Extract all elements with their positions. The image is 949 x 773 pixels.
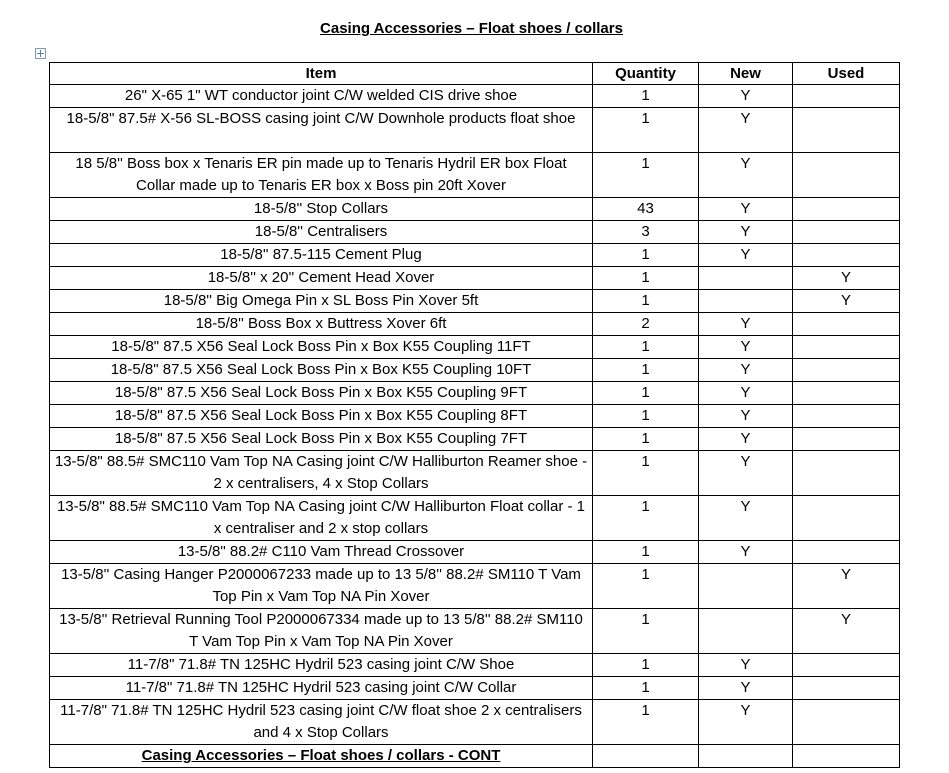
table-row (50, 405, 900, 428)
table-body (50, 85, 900, 768)
quantity-cell: 1 (593, 541, 699, 564)
item-cell: 13-5/8" 88.5# SMC110 Vam Top NA Casing joint C/W Halliburton Reamer shoe - 2 x centralisers, 4 x Stop Collars (50, 451, 593, 496)
table-row (50, 541, 900, 564)
new-cell (699, 290, 793, 313)
quantity-cell: 1 (593, 336, 699, 359)
table-row (50, 451, 900, 496)
quantity-cell: 1 (593, 382, 699, 405)
new-cell: Y (699, 496, 793, 541)
item-cell: 11-7/8" 71.8# TN 125HC Hydril 523 casing joint C/W Collar (50, 677, 593, 700)
new-cell: Y (699, 221, 793, 244)
header-quantity: Quantity (593, 63, 699, 85)
new-cell (699, 564, 793, 609)
item-cell: 13-5/8'' Retrieval Running Tool P2000067334 made up to 13 5/8'' 88.2# SM110 T Vam Top Pin x Vam Top NA Pin Xover (50, 609, 593, 654)
quantity-cell: 1 (593, 290, 699, 313)
used-cell (793, 745, 900, 768)
used-cell (793, 405, 900, 428)
used-cell (793, 496, 900, 541)
new-cell: Y (699, 541, 793, 564)
new-cell: Y (699, 359, 793, 382)
table-move-handle-icon[interactable] (35, 48, 46, 59)
new-cell: Y (699, 405, 793, 428)
item-cell: 18-5/8'' Big Omega Pin x SL Boss Pin Xover 5ft (50, 290, 593, 313)
continuation-row (50, 745, 900, 768)
new-cell: Y (699, 382, 793, 405)
new-cell: Y (699, 654, 793, 677)
new-cell: Y (699, 428, 793, 451)
new-cell: Y (699, 85, 793, 108)
item-cell: 18-5/8'' Centralisers (50, 221, 593, 244)
used-cell (793, 382, 900, 405)
new-cell: Y (699, 108, 793, 153)
table-row (50, 85, 900, 108)
item-cell: 18-5/8" 87.5 X56 Seal Lock Boss Pin x Box K55 Coupling 7FT (50, 428, 593, 451)
table-row (50, 313, 900, 336)
new-cell: Y (699, 198, 793, 221)
used-cell (793, 244, 900, 267)
item-cell: 13-5/8'' Casing Hanger P2000067233 made up to 13 5/8'' 88.2# SM110 T Vam Top Pin x Vam Top NA Pin Xover (50, 564, 593, 609)
table-row (50, 290, 900, 313)
quantity-cell: 1 (593, 564, 699, 609)
quantity-cell: 1 (593, 609, 699, 654)
table-row (50, 700, 900, 745)
quantity-cell: 1 (593, 405, 699, 428)
item-cell: 18-5/8" 87.5 X56 Seal Lock Boss Pin x Box K55 Coupling 10FT (50, 359, 593, 382)
table-row (50, 654, 900, 677)
quantity-cell: 1 (593, 244, 699, 267)
header-used: Used (793, 63, 900, 85)
item-cell: 18-5/8'' x 20'' Cement Head Xover (50, 267, 593, 290)
new-cell: Y (699, 700, 793, 745)
quantity-cell: 1 (593, 359, 699, 382)
quantity-cell: 3 (593, 221, 699, 244)
new-cell (699, 609, 793, 654)
table-row (50, 198, 900, 221)
quantity-cell: 1 (593, 654, 699, 677)
item-cell: 18-5/8" 87.5 X56 Seal Lock Boss Pin x Box K55 Coupling 8FT (50, 405, 593, 428)
used-cell (793, 198, 900, 221)
used-cell (793, 108, 900, 153)
header-new: New (699, 63, 793, 85)
table-row (50, 244, 900, 267)
used-cell (793, 677, 900, 700)
used-cell (793, 451, 900, 496)
used-cell (793, 85, 900, 108)
item-cell: 18-5/8" 87.5 X56 Seal Lock Boss Pin x Box K55 Coupling 9FT (50, 382, 593, 405)
new-cell: Y (699, 336, 793, 359)
table-row (50, 382, 900, 405)
table-row (50, 153, 900, 198)
used-cell (793, 428, 900, 451)
item-cell: 26" X-65 1" WT conductor joint C/W welded CIS drive shoe (50, 85, 593, 108)
used-cell: Y (793, 564, 900, 609)
quantity-cell: 2 (593, 313, 699, 336)
table-row (50, 221, 900, 244)
table-row (50, 108, 900, 153)
table-row (50, 359, 900, 382)
table-row (50, 677, 900, 700)
quantity-cell: 1 (593, 451, 699, 496)
used-cell (793, 359, 900, 382)
item-cell: 11-7/8" 71.8# TN 125HC Hydril 523 casing joint C/W Shoe (50, 654, 593, 677)
item-cell: 11-7/8" 71.8# TN 125HC Hydril 523 casing joint C/W float shoe 2 x centralisers and 4 x Stop Collars (50, 700, 593, 745)
quantity-cell: 1 (593, 153, 699, 198)
new-cell: Y (699, 451, 793, 496)
quantity-cell: 1 (593, 700, 699, 745)
item-cell: 18-5/8'' Stop Collars (50, 198, 593, 221)
new-cell: Y (699, 677, 793, 700)
used-cell (793, 654, 900, 677)
quantity-cell: 1 (593, 85, 699, 108)
item-cell: 18-5/8'' Boss Box x Buttress Xover 6ft (50, 313, 593, 336)
new-cell: Y (699, 313, 793, 336)
table-row (50, 336, 900, 359)
quantity-cell: 1 (593, 108, 699, 153)
table-row (50, 564, 900, 609)
quantity-cell: 43 (593, 198, 699, 221)
used-cell (793, 221, 900, 244)
used-cell: Y (793, 290, 900, 313)
quantity-cell: 1 (593, 496, 699, 541)
used-cell (793, 336, 900, 359)
document-title: Casing Accessories – Float shoes / collars (320, 20, 623, 37)
item-cell: 18 5/8'' Boss box x Tenaris ER pin made up to Tenaris Hydril ER box Float Collar made up to Tenaris ER box x Boss pin 20ft Xover (50, 153, 593, 198)
used-cell: Y (793, 609, 900, 654)
quantity-cell: 1 (593, 677, 699, 700)
item-cell: 18-5/8" 87.5# X-56 SL-BOSS casing joint C/W Downhole products float shoe (50, 108, 593, 153)
item-cell: 18-5/8" 87.5 X56 Seal Lock Boss Pin x Box K55 Coupling 11FT (50, 336, 593, 359)
new-cell: Y (699, 153, 793, 198)
used-cell (793, 153, 900, 198)
header-item: Item (50, 63, 593, 85)
item-cell: 13-5/8" 88.2# C110 Vam Thread Crossover (50, 541, 593, 564)
new-cell (699, 745, 793, 768)
table-row (50, 267, 900, 290)
new-cell: Y (699, 244, 793, 267)
continuation-title: Casing Accessories – Float shoes / collars - CONT (50, 745, 593, 768)
used-cell: Y (793, 267, 900, 290)
used-cell (793, 541, 900, 564)
quantity-cell: 1 (593, 267, 699, 290)
casing-accessories-table (49, 62, 900, 768)
quantity-cell: 1 (593, 428, 699, 451)
table-row (50, 609, 900, 654)
table-row (50, 428, 900, 451)
item-cell: 18-5/8'' 87.5-115 Cement Plug (50, 244, 593, 267)
quantity-cell (593, 745, 699, 768)
table-row (50, 496, 900, 541)
used-cell (793, 700, 900, 745)
used-cell (793, 313, 900, 336)
table-header-row (50, 63, 900, 85)
new-cell (699, 267, 793, 290)
item-cell: 13-5/8" 88.5# SMC110 Vam Top NA Casing joint C/W Halliburton Float collar - 1 x centraliser and 2 x stop collars (50, 496, 593, 541)
